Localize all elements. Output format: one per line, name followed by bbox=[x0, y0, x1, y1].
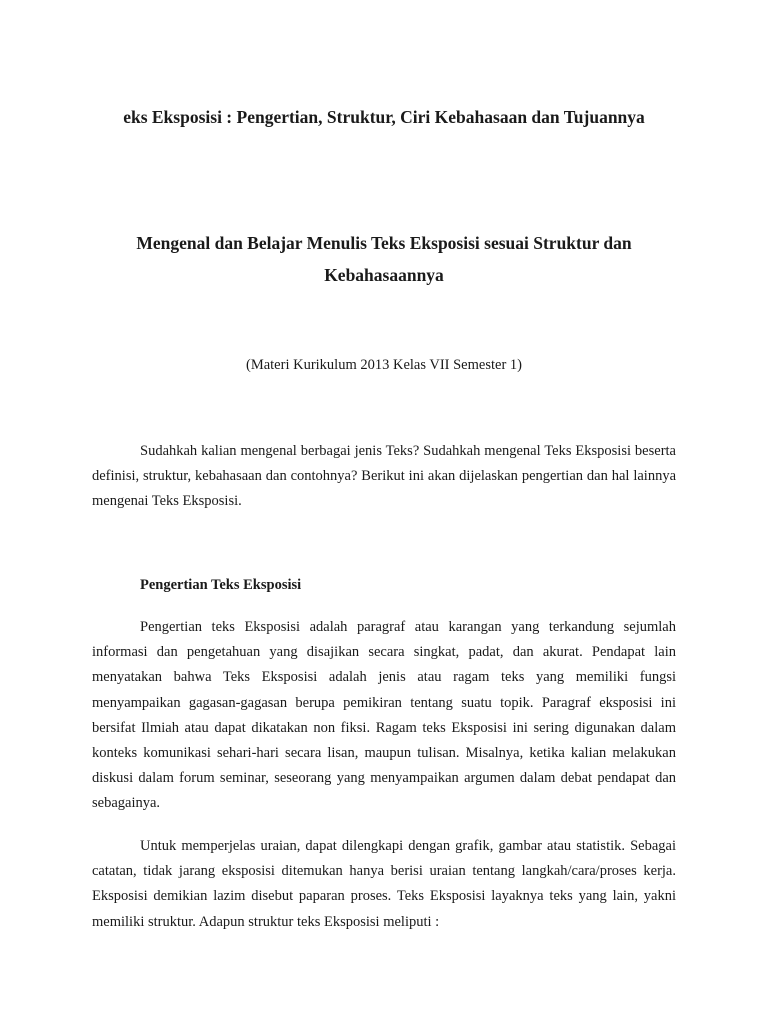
document-title: eks Eksposisi : Pengertian, Struktur, Ciri Kebahasaan dan Tujuannya bbox=[123, 107, 645, 127]
document-subtitle: (Materi Kurikulum 2013 Kelas VII Semester 1) bbox=[246, 357, 522, 373]
section-heading: Pengertian Teks Eksposisi bbox=[140, 577, 302, 593]
intro-paragraph: Sudahkah kalian mengenal berbagai jenis Teks? Sudahkah mengenal Teks Eksposisi beserta definisi, struktur, kebahasaan dan contohnya? Berikut ini akan dijelaskan pengertian dan hal lainnya mengenai Teks Eksposisi. bbox=[92, 443, 676, 510]
structure-paragraph: Untuk memperjelas uraian, dapat dilengkapi dengan grafik, gambar atau statistik. Sebagai catatan, tidak jarang eksposisi ditemukan hanya berisi uraian tentang langkah/cara/proses kerja. Eksposisi demikian lazim disebut paparan proses. Teks Eksposisi layaknya teks yang lain, yakni memiliki struktur. Adapun struktur teks Eksposisi meliputi : bbox=[92, 838, 676, 930]
document-heading: Mengenal dan Belajar Menulis Teks Eksposisi sesuai Struktur dan Kebahasaannya bbox=[136, 233, 632, 285]
definition-paragraph: Pengertian teks Eksposisi adalah paragraf atau karangan yang terkandung sejumlah informasi dan pengetahuan yang disajikan secara singkat, padat, dan akurat. Pendapat lain menyatakan bahwa Teks Eksposisi adalah jenis atau ragam teks yang memiliki fungsi menyampaikan gagasan-gagasan berupa pemikiran tentang suatu topik. Paragraf eksposisi ini bersifat Ilmiah atau dapat dikatakan non fiksi. Ragam teks Eksposisi ini sering digunakan dalam konteks komunikasi sehari-hari secara lisan, maupun tulisan. Misalnya, ketika kalian melakukan diskusi dalam forum seminar, seseorang yang menyampaikan argumen dalam debat pendapat dan sebagainya. bbox=[92, 619, 676, 812]
